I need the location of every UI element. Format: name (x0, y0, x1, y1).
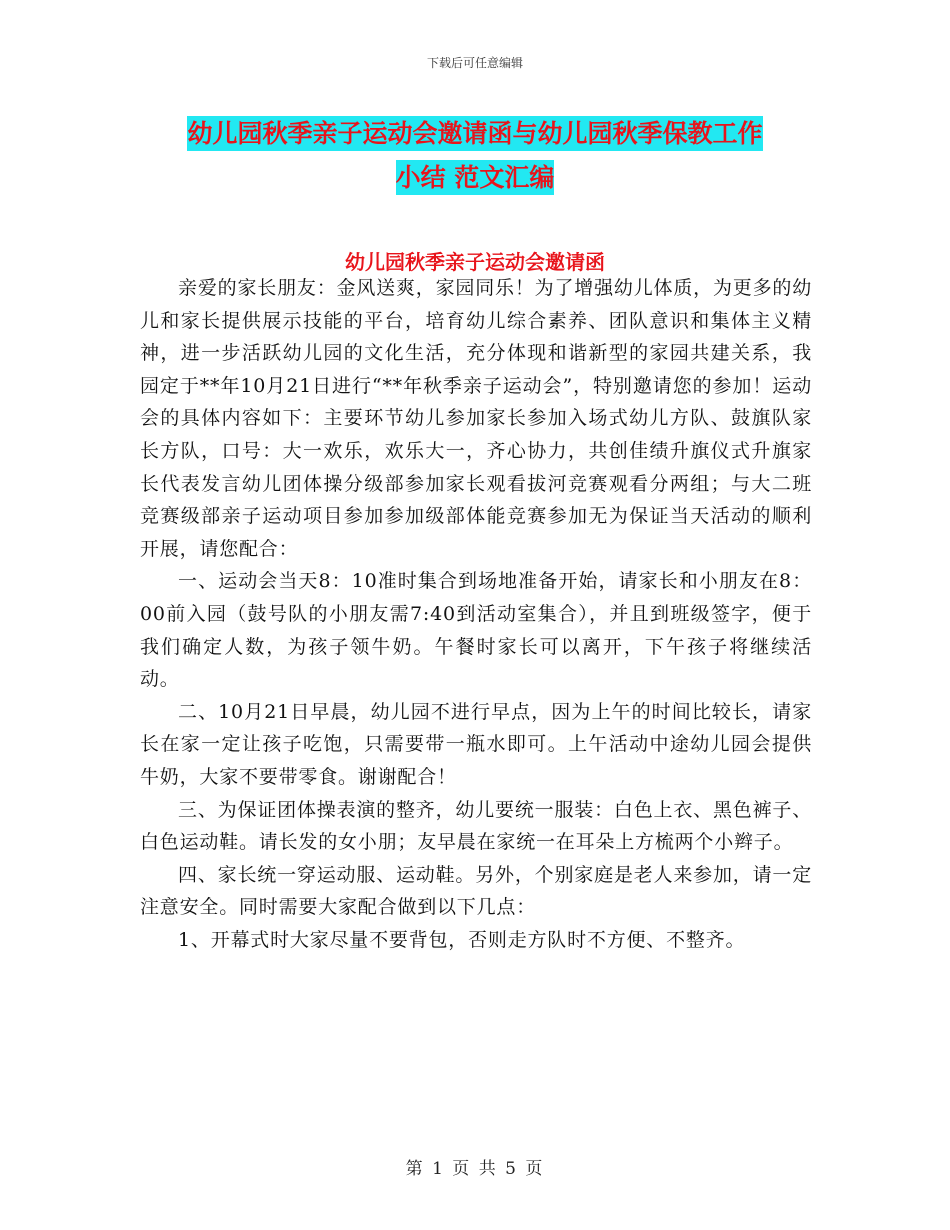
paragraph-intro: 亲爱的家长朋友：金风送爽，家园同乐！为了增强幼儿体质，为更多的幼儿和家长提供展示技能的平台，培育幼儿综合素养、团队意识和集体主义精神，进一步活跃幼儿园的文化生活，充分体现和谐新型的家园共建关系，我园定于**年10月21日进行“**年秋季亲子运动会”，特别邀请您的参加！运动会的具体内容如下：主要环节幼儿参加家长参加入场式幼儿方队、鼓旗队家长方队，口号：大一欢乐，欢乐大一，齐心协力，共创佳绩升旗仪式升旗家长代表发言幼儿团体操分级部参加家长观看拔河竞赛观看分两组；与大二班竞赛级部亲子运动项目参加参加级部体能竞赛参加无为保证当天活动的顺利开展，请您配合： (140, 277, 812, 560)
paragraph-subitem-1: 1、开幕式时大家尽量不要背包，否则走方队时不方便、不整齐。 (178, 928, 746, 951)
document-title-line-1: 幼儿园秋季亲子运动会邀请函与幼儿园秋季保教工作 (187, 116, 762, 151)
document-title-line-2: 小结 范文汇编 (396, 160, 555, 195)
paragraph-item-3: 三、为保证团体操表演的整齐，幼儿要统一服装：白色上衣、黑色裤子、白色运动鞋。请长发的女小朋；友早晨在家统一在耳朵上方梳两个小辫子。 (140, 798, 812, 854)
page-number-footer: 第 1 页 共 5 页 (405, 1159, 545, 1179)
document-title (120, 112, 830, 200)
paragraph-item-4: 四、家长统一穿运动服、运动鞋。另外，个别家庭是老人来参加，请一定注意安全。同时需要大家配合做到以下几点： (140, 863, 812, 919)
header-note: 下载后可任意编辑 (426, 56, 523, 70)
paragraph-item-1: 一、运动会当天8：10准时集合到场地准备开始，请家长和小朋友在8：00前入园（鼓号队的小朋友需7:40到活动室集合），并且到班级签字，便于我们确定人数，为孩子领牛奶。午餐时家长可以离开，下午孩子将继续活动。 (140, 570, 812, 691)
document-body (140, 272, 812, 956)
section-title: 幼儿园秋季亲子运动会邀请函 (345, 250, 605, 274)
paragraph-item-2: 二、10月21日早晨，幼儿园不进行早点，因为上午的时间比较长，请家长在家一定让孩子吃饱，只需要带一瓶水即可。上午活动中途幼儿园会提供牛奶，大家不要带零食。谢谢配合！ (140, 700, 812, 788)
